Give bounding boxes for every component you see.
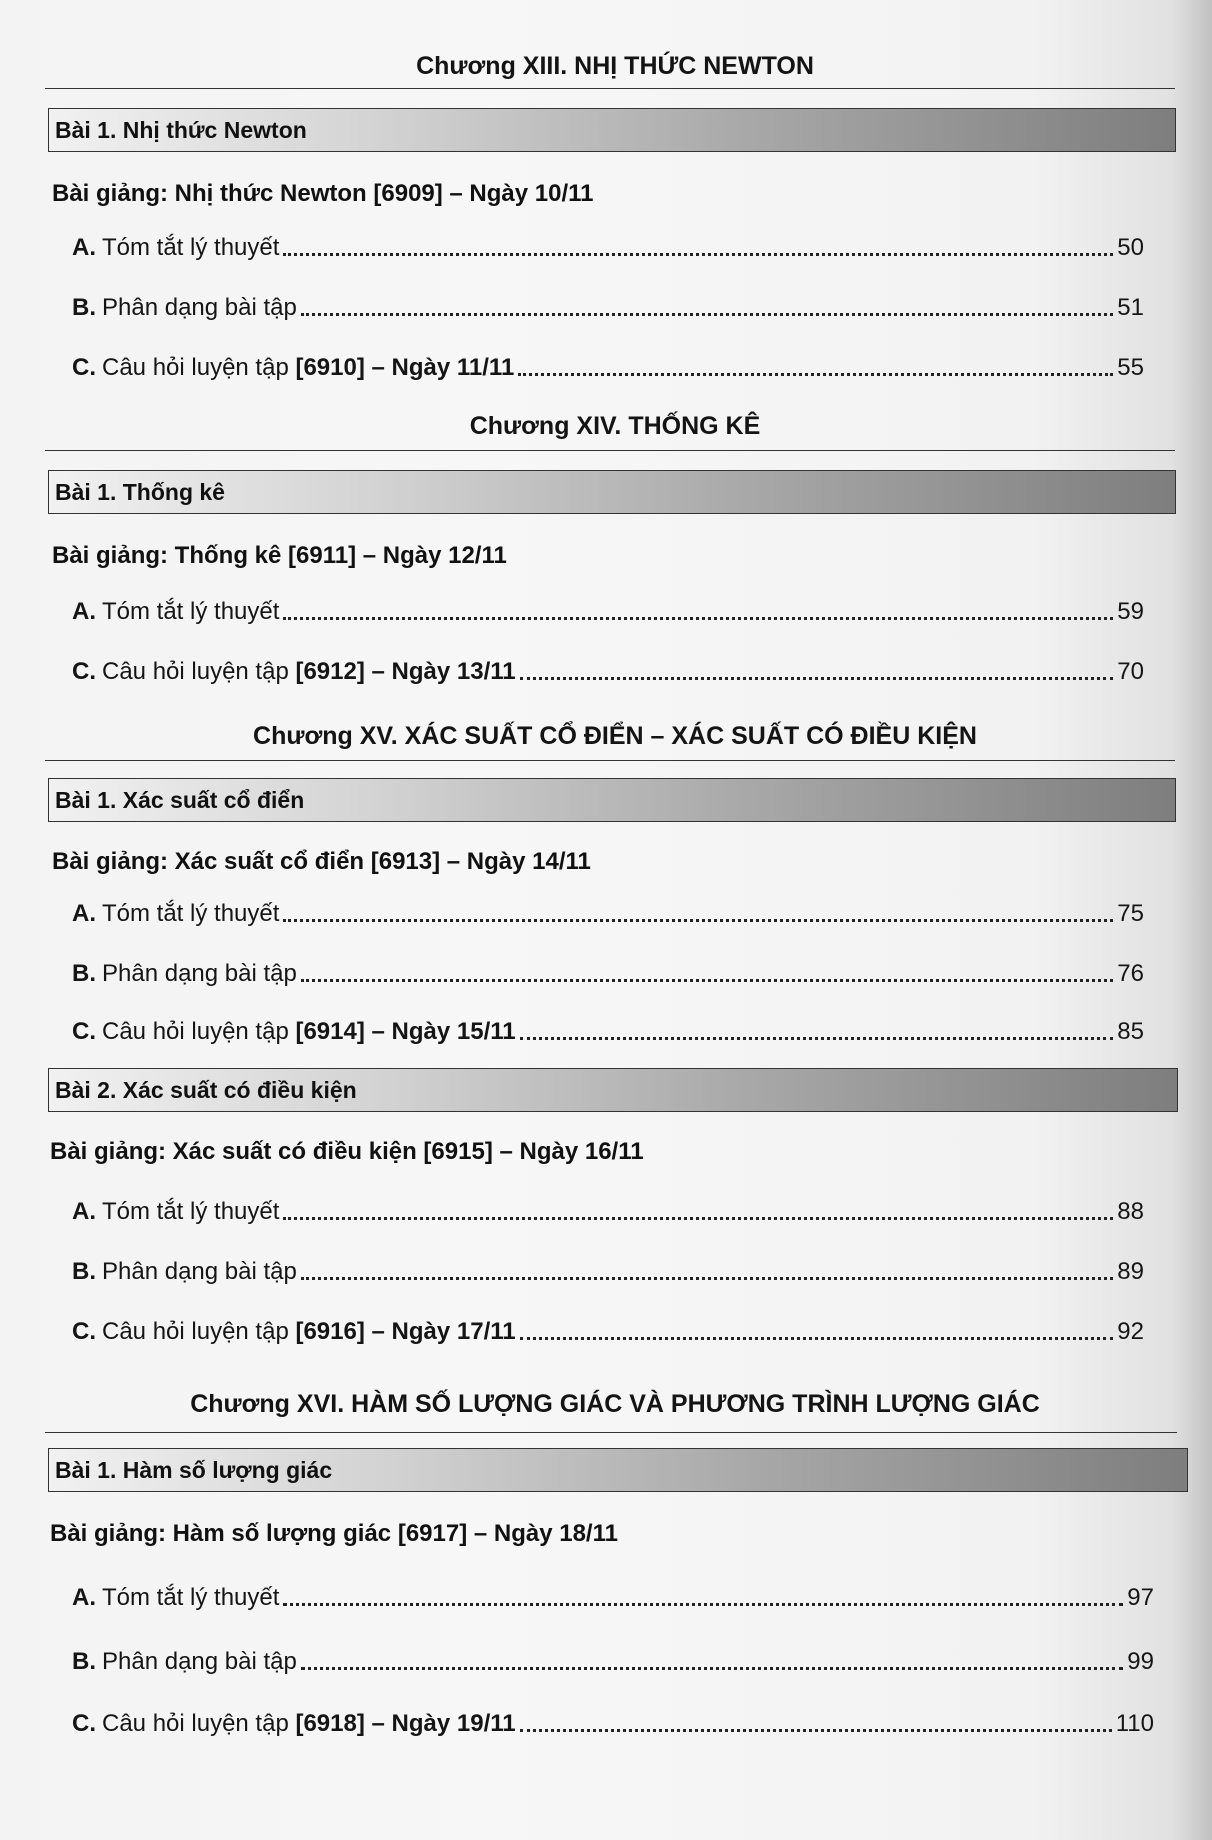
chapter-title: Chương XIII. NHỊ THỨC NEWTON (416, 52, 814, 80)
toc-entry (72, 348, 1144, 382)
toc-entry (72, 894, 1144, 928)
entry-text: Câu hỏi luyện tập (102, 1710, 289, 1737)
lesson-label: Bài 1. Hàm số lượng giác (55, 1457, 333, 1483)
dot-leader (520, 1337, 1114, 1340)
entry-code: [6914] – Ngày 15/11 (295, 1018, 516, 1045)
entry-text: Câu hỏi luyện tập (102, 1018, 289, 1045)
entry-code: [6918] – Ngày 19/11 (295, 1710, 516, 1737)
entry-text: Phân dạng bài tập (102, 960, 297, 987)
dot-leader (520, 1037, 1114, 1040)
lesson-bar (48, 108, 1176, 152)
chapter-title: Chương XVI. HÀM SỐ LƯỢNG GIÁC VÀ PHƯƠNG TRÌNH LƯỢNG GIÁC (190, 1390, 1040, 1418)
lesson-label: Bài 2. Xác suất có điều kiện (55, 1077, 357, 1103)
page-number: 99 (1127, 1648, 1154, 1675)
entry-code: [6912] – Ngày 13/11 (295, 658, 516, 685)
page-number: 55 (1117, 354, 1144, 381)
lesson-label: Bài 1. Nhị thức Newton (55, 117, 307, 143)
toc-entry (72, 1312, 1144, 1346)
dot-leader (301, 979, 1113, 982)
entry-text: Tóm tắt lý thuyết (102, 234, 280, 261)
toc-entry (72, 1252, 1144, 1286)
entry-text: Câu hỏi luyện tập (102, 1318, 289, 1345)
entry-letter: C. (72, 1018, 96, 1045)
entry-text: Tóm tắt lý thuyết (102, 598, 280, 625)
entry-text: Phân dạng bài tập (102, 1258, 297, 1285)
dot-leader (283, 1217, 1113, 1220)
entry-letter: C. (72, 354, 96, 381)
entry-letter: C. (72, 1710, 96, 1737)
toc-entry (72, 1192, 1144, 1226)
toc-entry (72, 288, 1144, 322)
dot-leader (520, 677, 1114, 680)
entry-text: Câu hỏi luyện tập (102, 658, 289, 685)
entry-text: Tóm tắt lý thuyết (102, 1198, 280, 1225)
lesson-bar (48, 1448, 1188, 1492)
chapter-rule (45, 450, 1175, 451)
lesson-label: Bài 1. Xác suất cổ điển (55, 787, 305, 813)
page-number: 92 (1117, 1318, 1144, 1345)
chapter-rule (45, 1432, 1177, 1433)
toc-entry (72, 652, 1144, 686)
entry-letter: A. (72, 900, 96, 927)
dot-leader (283, 617, 1113, 620)
page-edge-shadow (1172, 0, 1212, 1840)
toc-entry (72, 954, 1144, 988)
lecture-title: Bài giảng: Xác suất có điều kiện [6915] – Ngày 16/11 (50, 1138, 644, 1165)
page-number: 75 (1117, 900, 1144, 927)
dot-leader (301, 1277, 1113, 1280)
page-number: 88 (1117, 1198, 1144, 1225)
entry-letter: C. (72, 1318, 96, 1345)
page-number: 97 (1127, 1584, 1154, 1611)
chapter-rule (45, 760, 1175, 761)
toc-entry (72, 1012, 1144, 1046)
entry-text: Câu hỏi luyện tập (102, 354, 289, 381)
entry-letter: A. (72, 234, 96, 261)
page-number: 85 (1117, 1018, 1144, 1045)
lecture-title: Bài giảng: Thống kê [6911] – Ngày 12/11 (52, 542, 507, 569)
toc-entry (72, 228, 1144, 262)
toc-entry (72, 1704, 1154, 1738)
entry-code: [6916] – Ngày 17/11 (295, 1318, 516, 1345)
chapter-title: Chương XV. XÁC SUẤT CỔ ĐIỂN – XÁC SUẤT CÓ ĐIỀU KIỆN (253, 722, 977, 750)
entry-text: Tóm tắt lý thuyết (102, 900, 280, 927)
entry-letter: B. (72, 294, 96, 321)
page-number: 51 (1117, 294, 1144, 321)
entry-letter: A. (72, 1584, 96, 1611)
toc-entry (72, 1642, 1154, 1676)
dot-leader (301, 1667, 1123, 1670)
entry-letter: A. (72, 598, 96, 625)
dot-leader (283, 253, 1113, 256)
dot-leader (301, 313, 1113, 316)
chapter-title: Chương XIV. THỐNG KÊ (469, 412, 761, 440)
lecture-title: Bài giảng: Xác suất cổ điển [6913] – Ngày 14/11 (52, 848, 591, 875)
lesson-label: Bài 1. Thống kê (55, 479, 225, 505)
entry-text: Phân dạng bài tập (102, 294, 297, 321)
entry-code: [6910] – Ngày 11/11 (295, 354, 515, 381)
entry-text: Phân dạng bài tập (102, 1648, 297, 1675)
entry-letter: B. (72, 1648, 96, 1675)
dot-leader (520, 1729, 1112, 1732)
lesson-bar (48, 778, 1176, 822)
entry-text: Tóm tắt lý thuyết (102, 1584, 280, 1611)
toc-entry (72, 1578, 1154, 1612)
page-number: 110 (1115, 1710, 1154, 1737)
page-number: 70 (1117, 658, 1144, 685)
page-number: 76 (1117, 960, 1144, 987)
lecture-title: Bài giảng: Nhị thức Newton [6909] – Ngày 10/11 (52, 180, 594, 207)
lesson-bar (48, 470, 1176, 514)
lesson-bar (48, 1068, 1178, 1112)
toc-entry (72, 592, 1144, 626)
lecture-title: Bài giảng: Hàm số lượng giác [6917] – Ngày 18/11 (50, 1520, 618, 1547)
page-number: 50 (1117, 234, 1144, 261)
dot-leader (518, 373, 1113, 376)
chapter-rule (45, 88, 1175, 89)
entry-letter: C. (72, 658, 96, 685)
page-number: 89 (1117, 1258, 1144, 1285)
dot-leader (283, 919, 1113, 922)
entry-letter: A. (72, 1198, 96, 1225)
entry-letter: B. (72, 960, 96, 987)
entry-letter: B. (72, 1258, 96, 1285)
dot-leader (283, 1603, 1123, 1606)
page-number: 59 (1117, 598, 1144, 625)
